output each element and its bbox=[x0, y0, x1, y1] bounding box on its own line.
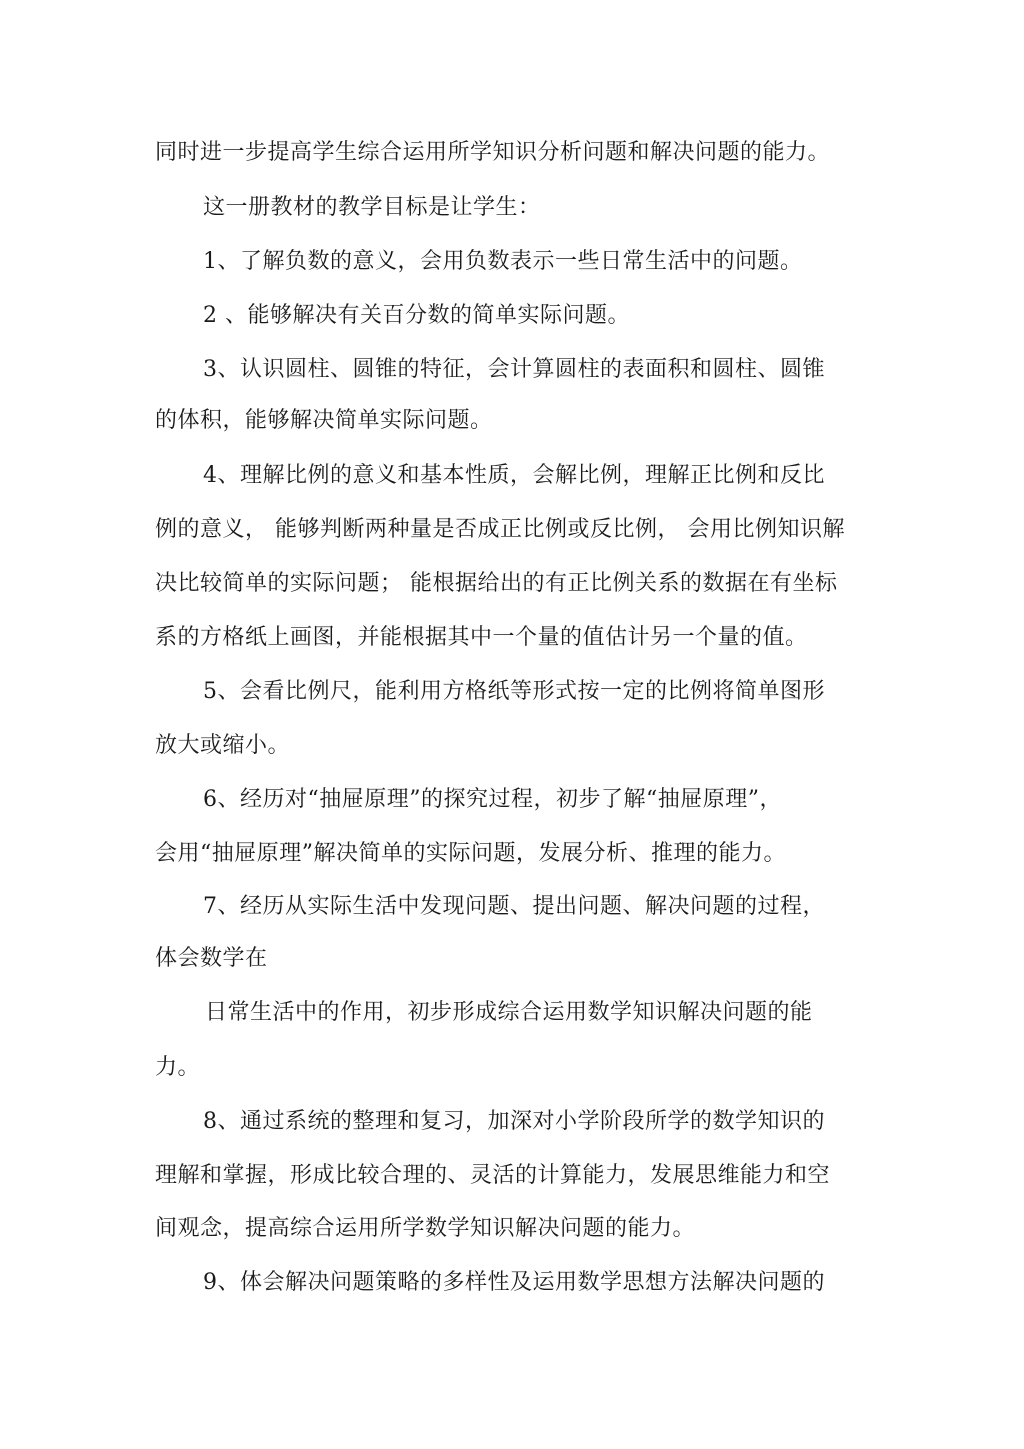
text-line-12: 放大或缩小。 bbox=[155, 733, 291, 758]
text-line-13: 6、经历对“抽屉原理”的探究过程，初步了解“抽屉原理”， bbox=[203, 787, 782, 812]
text-line-22: 9、体会解决问题策略的多样性及运用数学思想方法解决问题的 bbox=[203, 1270, 825, 1295]
text-line-20: 理解和掌握，形成比较合理的、灵活的计算能力，发展思维能力和空 bbox=[155, 1163, 831, 1188]
text-line-10: 系的方格纸上画图，并能根据其中一个量的值估计另一个量的值。 bbox=[155, 625, 808, 650]
text-line-2: 这一册教材的教学目标是让学生： bbox=[203, 195, 541, 220]
text-line-9: 决比较简单的实际问题； 能根据给出的有正比例关系的数据在有坐标 bbox=[155, 571, 838, 596]
text-line-7: 4、理解比例的意义和基本性质，会解比例，理解正比例和反比 bbox=[203, 463, 825, 488]
text-line-11: 5、会看比例尺，能利用方格纸等形式按一定的比例将简单图形 bbox=[203, 679, 825, 704]
text-line-14: 会用“抽屉原理”解决简单的实际问题，发展分析、推理的能力。 bbox=[155, 841, 786, 866]
text-line-21: 间观念，提高综合运用所学数学知识解决问题的能力。 bbox=[155, 1216, 696, 1241]
text-line-6: 的体积，能够解决简单实际问题。 bbox=[155, 408, 493, 433]
text-line-4: 2 、能够解决有关百分数的简单实际问题。 bbox=[203, 303, 630, 328]
text-line-16: 体会数学在 bbox=[155, 946, 268, 971]
text-line-8: 例的意义， 能够判断两种量是否成正比例或反比例， 会用比例知识解 bbox=[155, 517, 845, 542]
text-line-15: 7、经历从实际生活中发现问题、提出问题、解决问题的过程， bbox=[203, 894, 825, 919]
text-line-3: 1、了解负数的意义，会用负数表示一些日常生活中的问题。 bbox=[203, 249, 803, 274]
text-line-18: 力。 bbox=[155, 1055, 201, 1080]
text-line-1: 同时进一步提高学生综合运用所学知识分析问题和解决问题的能力。 bbox=[155, 140, 831, 165]
text-line-17: 日常生活中的作用，初步形成综合运用数学知识解决问题的能 bbox=[205, 1000, 813, 1025]
text-line-19: 8、通过系统的整理和复习，加深对小学阶段所学的数学知识的 bbox=[203, 1109, 825, 1134]
text-line-5: 3、认识圆柱、圆锥的特征，会计算圆柱的表面积和圆柱、圆锥 bbox=[203, 357, 825, 382]
